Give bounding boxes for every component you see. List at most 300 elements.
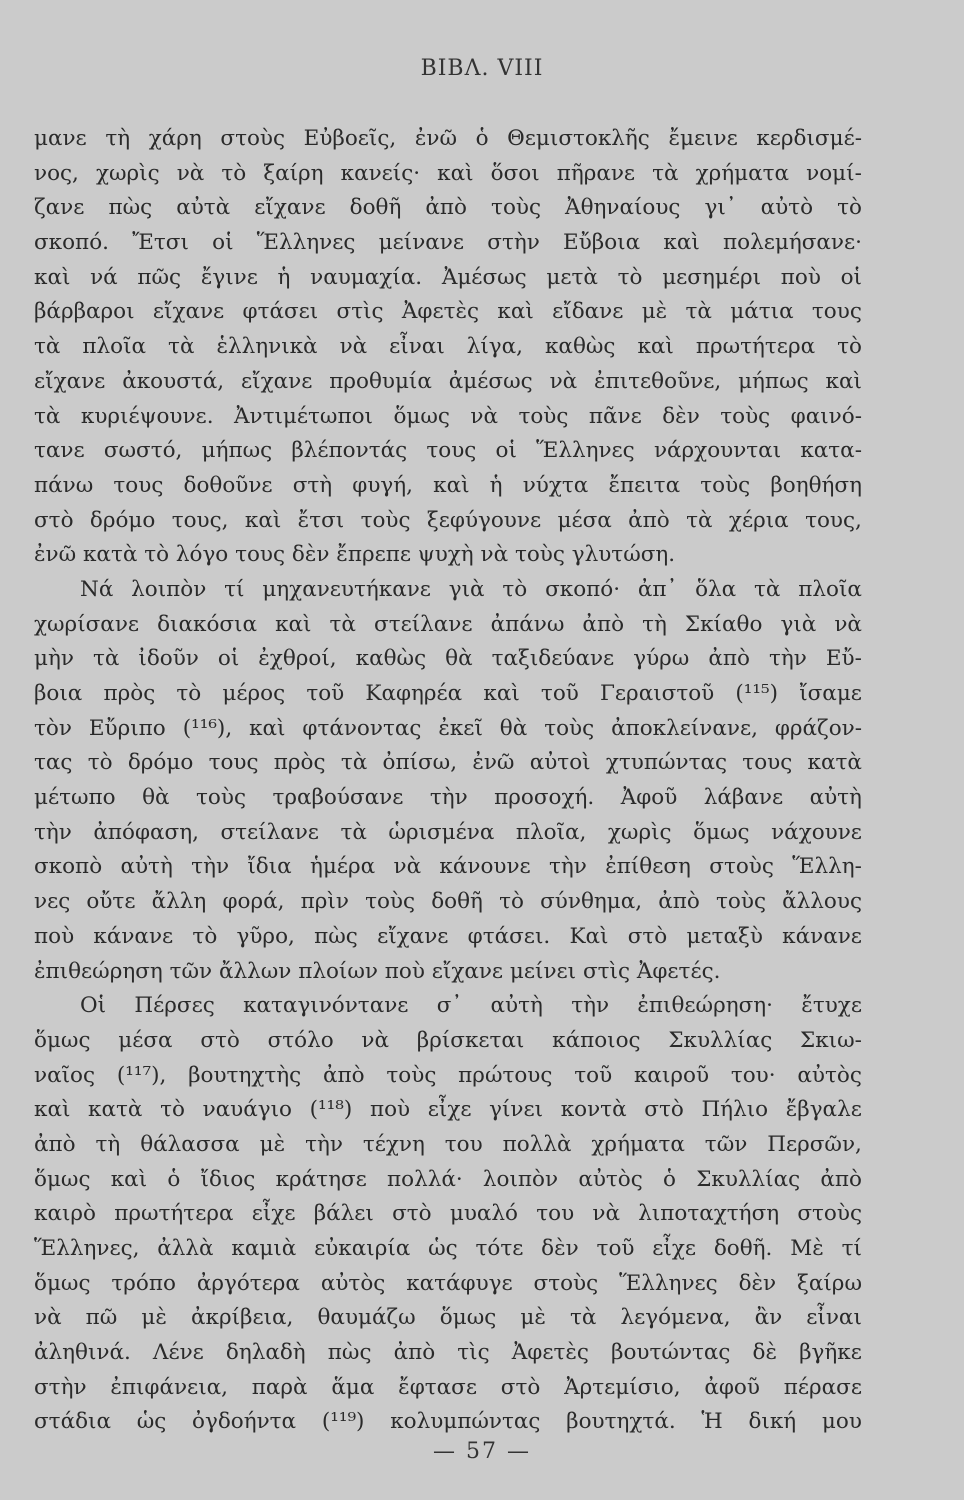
word: βάλει — [313, 1201, 374, 1227]
word: κάποιος — [552, 1027, 641, 1053]
word: δοθῆ. — [713, 1236, 773, 1261]
text-line — [34, 573, 862, 608]
word: καὶ — [497, 299, 534, 325]
word: ἀπάνω — [490, 611, 565, 637]
word: χάρη — [148, 126, 202, 151]
word: τοὺς — [360, 507, 411, 533]
word: Οἱ — [80, 993, 107, 1019]
word: τοῦ — [306, 681, 345, 706]
word: κοντὰ — [560, 1097, 627, 1123]
word: ἔγινε — [200, 264, 258, 290]
word: γίνει — [489, 1097, 544, 1123]
word: λάβανε — [703, 785, 784, 811]
word: νομί- — [806, 160, 862, 186]
word: στάδια — [34, 1409, 111, 1435]
word: προθυμία — [329, 368, 432, 394]
word: τὰ — [569, 1305, 597, 1331]
word: λοιπὸν — [131, 576, 207, 602]
word: ἔπειτα — [608, 472, 681, 498]
word: ἴδιος — [200, 1166, 256, 1192]
word: Σκυλλίας — [696, 1166, 801, 1192]
word: μέσα — [557, 507, 612, 533]
word: μέρος — [222, 681, 286, 706]
word: ἄλλη — [151, 889, 207, 915]
word: ναυμαχία. — [310, 264, 423, 290]
word: κατὰ — [88, 1097, 143, 1123]
word: σ᾽ — [436, 993, 463, 1019]
word: Καφηρέα — [365, 681, 463, 706]
word: τῶν — [704, 1131, 748, 1157]
word: ὀγδοήντα — [192, 1409, 297, 1435]
text-line — [34, 712, 862, 747]
word: καὶ — [244, 507, 282, 533]
word: ἄλλων — [218, 958, 299, 984]
word: πὼς — [327, 1340, 372, 1366]
text-line — [34, 677, 862, 712]
word: ἐνῶ — [414, 126, 457, 151]
word: (¹¹⁶), — [182, 715, 233, 741]
word: σκοπὸ — [34, 854, 103, 880]
word: τους, — [805, 507, 862, 533]
word: πῆρανε — [556, 160, 636, 186]
word: Ἕλληνες — [256, 230, 356, 256]
word: κατὰ — [82, 542, 145, 568]
word: τὰ — [340, 819, 367, 845]
word: τοὺς — [196, 785, 246, 811]
word: βοηθήση — [770, 472, 862, 498]
word: μείνανε — [378, 230, 465, 256]
word: (¹¹⁷), — [116, 1062, 167, 1088]
word: ὅμως — [693, 819, 750, 845]
word: στοὺς — [709, 854, 774, 880]
word: μυαλό — [449, 1201, 518, 1227]
word: χωρὶς — [607, 819, 672, 845]
word: σκοπό. — [34, 230, 109, 256]
word: ἄλλους — [782, 889, 862, 915]
word: πῶ — [85, 1305, 118, 1331]
word: τὸν — [34, 715, 72, 741]
word: (¹¹⁹) — [321, 1409, 365, 1435]
word: τὸ — [176, 681, 202, 706]
word: σκοπό· — [545, 576, 621, 602]
word: στὶς — [336, 299, 384, 325]
word: τανε — [34, 438, 85, 464]
word: ποὺ — [384, 958, 432, 984]
text-line — [34, 989, 862, 1024]
word: εἶχε — [652, 1236, 697, 1261]
word: τοῦ — [574, 1062, 613, 1088]
word: καὶ — [483, 681, 520, 706]
word: ἀπὸ — [323, 1062, 365, 1088]
word: νες — [34, 889, 71, 915]
word: ἀφοῦ — [704, 1374, 760, 1400]
word: ἐπίθεση — [605, 854, 691, 880]
word: ἡ — [489, 472, 503, 498]
word: του — [444, 1131, 483, 1157]
word: λιποταχτήση — [638, 1201, 780, 1227]
word: μανε — [34, 126, 87, 151]
word: μέσα — [118, 1027, 173, 1053]
text-line — [34, 920, 862, 955]
word: εἴχανε — [152, 299, 225, 325]
text-line — [34, 504, 862, 539]
word: ξαίρη — [263, 160, 324, 186]
word: φυγή, — [352, 472, 413, 498]
word: τους — [742, 750, 793, 776]
word: τους — [113, 472, 164, 498]
word: τὸ — [160, 1097, 185, 1123]
text-line — [34, 1232, 862, 1267]
word: ἀληθινά. — [34, 1340, 131, 1366]
word: Περσῶν, — [767, 1131, 862, 1157]
word: λίγα, — [466, 334, 523, 360]
word: Θεμιστοκλῆς — [507, 126, 650, 151]
word: ὡς — [428, 1236, 458, 1261]
word: ταξιδεύανε — [491, 646, 615, 672]
word: τὰ — [92, 646, 120, 672]
word: ξαίρω — [797, 1270, 862, 1296]
word: νὰ — [339, 334, 368, 360]
word: τὸ — [87, 750, 113, 776]
text-line — [34, 1128, 862, 1163]
word: ἀπὸ — [393, 1340, 436, 1366]
word: ἐχθροί, — [258, 646, 337, 672]
word: τὸ — [192, 923, 218, 949]
word: ὁ — [475, 126, 489, 151]
word: τὴν — [549, 854, 587, 880]
text-line — [34, 330, 862, 365]
word: τὸ — [499, 889, 524, 915]
text-line — [34, 1336, 862, 1371]
word: δὲν — [662, 403, 700, 429]
word: ὡρισμένα — [388, 819, 495, 845]
word: καὶ — [825, 368, 862, 394]
word: κερδισμέ- — [756, 126, 862, 151]
word: βουτώντας — [611, 1340, 731, 1366]
word: Λένε — [152, 1340, 204, 1366]
body-text — [34, 122, 862, 1440]
word: αὐτοὶ — [529, 750, 591, 776]
text-line — [34, 226, 862, 261]
text-line — [34, 642, 862, 677]
word: δρόμο — [127, 750, 194, 776]
word: καὶ — [249, 715, 286, 741]
word: Γεραιστοῦ — [600, 681, 715, 706]
word: ἔτσι — [297, 507, 345, 533]
word: στὸ — [200, 1027, 240, 1053]
word: στὴν — [487, 230, 540, 256]
word: αὐτὸς — [578, 1166, 643, 1192]
word: Ἔτσι — [132, 230, 189, 256]
word: καθὼς — [355, 646, 427, 672]
word: καὶ — [34, 264, 71, 290]
word: νὰ — [480, 542, 515, 568]
word: δηλαδὴ — [225, 1340, 306, 1366]
word: ἐπιθεώρηση· — [637, 993, 773, 1019]
word: τοὺς — [491, 195, 541, 221]
word: ὡς — [136, 1409, 167, 1435]
word: στὸ — [34, 507, 74, 533]
text-line — [34, 608, 862, 643]
word: Ἕλλη- — [792, 854, 862, 880]
word: ἀπόφαση, — [93, 819, 199, 845]
word: ξεφύγουνε — [426, 507, 542, 533]
word: δὲν — [541, 1236, 579, 1261]
word: ἐνῶ — [34, 542, 83, 568]
word: καμιὰ — [231, 1236, 297, 1261]
word: τραβούσανε — [272, 785, 404, 811]
word: ἔφτασε — [398, 1374, 477, 1400]
word: ἀπὸ — [658, 889, 700, 915]
word: τὴ — [642, 611, 667, 637]
word: μάτια — [730, 299, 794, 325]
word: τοὺς — [716, 889, 766, 915]
word: Ἀφετὲς — [511, 1340, 589, 1366]
word: τὸ — [617, 264, 643, 290]
word: ἀπὸ — [34, 1131, 76, 1157]
word: τοῦ — [540, 681, 579, 706]
word: τὸ — [221, 160, 247, 186]
word: Ἀφοῦ — [620, 785, 678, 811]
word: Ἀθηναίους — [565, 195, 681, 221]
word: τρόπο — [111, 1270, 176, 1296]
word: πολλὰ — [502, 1131, 572, 1157]
word: ὀπίσω, — [382, 750, 458, 776]
word: δὲ — [752, 1340, 778, 1366]
text-line — [34, 955, 862, 990]
word: του· — [730, 1062, 776, 1088]
word: τας — [34, 750, 73, 776]
word: Καὶ — [569, 923, 609, 949]
text-line — [34, 1093, 862, 1128]
text-line — [34, 1059, 862, 1094]
word: ἀπὸ — [628, 507, 670, 533]
word: Ἀρτεμίσιο, — [564, 1374, 681, 1400]
word: Ἀμέσως — [441, 264, 527, 290]
word: Πήλιο — [701, 1097, 769, 1123]
word: λεγόμενα, — [620, 1305, 731, 1331]
word: στὴ — [292, 472, 333, 498]
word: ἀκρίβεια, — [191, 1305, 294, 1331]
word: κατὰ — [807, 750, 862, 776]
word: καὶ — [663, 230, 700, 256]
word: ὅσοι — [490, 160, 540, 186]
word: Εὐβοεῖς, — [303, 126, 397, 151]
word: πὼς — [314, 923, 358, 949]
word: καὶ — [110, 1166, 148, 1192]
word: καιρὸ — [34, 1201, 96, 1227]
word: πλοῖα — [798, 576, 862, 602]
word: Ἀντιμέτωποι — [234, 403, 373, 429]
word: τοὺς — [386, 1062, 437, 1088]
word: τοὺς — [700, 472, 751, 498]
word: τοὺς — [514, 542, 572, 568]
word: στὸ — [500, 1374, 541, 1400]
word: σύνθημα, — [540, 889, 643, 915]
word: στὸ — [627, 923, 668, 949]
word: θάλασσα — [140, 1131, 240, 1157]
word: εἴχανε — [254, 195, 326, 221]
word: ὅμως — [34, 1027, 91, 1053]
word: Ἀφετές. — [636, 958, 721, 984]
word: ἰδοῦν — [138, 646, 199, 672]
word: Σκυλλίας — [668, 1027, 773, 1053]
word: κάνουνε — [439, 854, 531, 880]
word: Εὔβοια — [563, 230, 641, 256]
word: φτάνοντας — [302, 715, 422, 741]
word: τους — [811, 299, 862, 325]
word: αὐτὸ — [760, 195, 814, 221]
word: τὴ — [95, 1131, 121, 1157]
word: τί — [224, 576, 245, 602]
word: βάρβαροι — [34, 299, 135, 325]
word: ἀπὸ — [582, 611, 625, 637]
word: μὲ — [641, 299, 668, 325]
word: ἔπρεπε — [336, 542, 418, 568]
word: ἡ — [277, 264, 291, 290]
word: (¹¹⁵) — [735, 681, 779, 706]
word: γῦρο, — [236, 923, 295, 949]
word: ποὺ — [369, 1097, 411, 1123]
word: γιὰ — [780, 611, 817, 637]
word: ἂν — [754, 1305, 783, 1331]
word: κατάφυγε — [406, 1270, 513, 1296]
word: καὶ — [433, 472, 470, 498]
word: Ἕλληνες — [619, 1270, 718, 1296]
word: αὐτὸς — [320, 1270, 386, 1296]
word: στὴν — [34, 1374, 87, 1400]
word: κράτησε — [275, 1166, 367, 1192]
word: εἶναι — [389, 334, 445, 360]
word: νὰ — [834, 611, 862, 637]
word: δική — [748, 1409, 797, 1435]
word: καιροῦ — [633, 1062, 710, 1088]
word: φτάσει — [242, 299, 319, 325]
text-line — [34, 1163, 862, 1198]
word: νά — [90, 264, 118, 290]
word: παρὰ — [251, 1374, 308, 1400]
word: ἅμα — [331, 1374, 375, 1400]
word: τέχνη — [362, 1131, 425, 1157]
word: πρὸς — [273, 750, 326, 776]
word: τὰ — [340, 750, 368, 776]
word: ἀπ᾽ — [637, 576, 678, 602]
word: τοὺς — [518, 403, 569, 429]
word: μήπως — [201, 438, 273, 464]
page-number: — 57 — — [433, 1439, 531, 1464]
word: τὸ — [837, 195, 862, 221]
word: γλυτώση. — [571, 542, 676, 568]
word: νὰ — [549, 368, 578, 394]
word: ἐπιτεθοῦνε, — [594, 368, 722, 394]
word: τὸ — [502, 576, 528, 602]
word: πλοίων — [298, 958, 385, 984]
word: πὼς — [108, 195, 153, 221]
word: ἑλληνικὰ — [216, 334, 318, 360]
word: μὲ — [141, 1305, 167, 1331]
word: τὰ — [754, 576, 781, 602]
word: τοὺς — [365, 889, 416, 915]
text-line — [34, 850, 862, 885]
word: μήπως — [738, 368, 809, 394]
word: ναῖος — [34, 1062, 96, 1088]
text-line — [34, 1267, 862, 1302]
word: εἶχε — [251, 1201, 296, 1227]
word: Ἕλληνες, — [34, 1236, 140, 1261]
text-line — [34, 885, 862, 920]
word: πλοῖα — [82, 334, 147, 360]
word: τὴν — [34, 819, 72, 845]
word: πρωτήτερα — [695, 334, 816, 360]
word: καθὼς — [544, 334, 616, 360]
word: στείλανε — [220, 819, 319, 845]
text-line — [34, 434, 862, 469]
word: τοῦ — [596, 1236, 635, 1261]
word: στοὺς — [533, 1270, 599, 1296]
word: ἐπιφάνεια, — [110, 1374, 228, 1400]
word: νάρχουνται — [653, 438, 782, 464]
word: τὸ — [837, 334, 862, 360]
word: οἱ — [212, 230, 234, 256]
word: πρὶν — [300, 889, 349, 915]
word: τοὺς — [544, 715, 595, 741]
word: λόγο — [175, 542, 236, 568]
word: τὰ — [34, 334, 61, 360]
word: μείνει — [509, 958, 583, 984]
word: τὴν — [768, 646, 807, 672]
word: λοιπὸν — [482, 1166, 559, 1192]
word: ἀπὸ — [425, 195, 467, 221]
word: μὴν — [34, 646, 74, 672]
word: ἀμέσως — [448, 368, 533, 394]
text-line — [34, 1371, 862, 1406]
word: καὶ — [637, 334, 674, 360]
running-header: ΒΙΒΛ. VIII — [420, 56, 544, 81]
text-line — [34, 781, 862, 816]
word: κανείς· — [340, 160, 421, 186]
word: τὰ — [34, 403, 61, 429]
word: χέρια — [728, 507, 789, 533]
word: οἱ — [217, 646, 240, 672]
word: τὴ — [105, 126, 131, 151]
word: πέρασε — [783, 1374, 862, 1400]
word: εἶχε — [427, 1097, 472, 1123]
word: Εὔ- — [825, 646, 862, 672]
word: ἀργότερα — [196, 1270, 300, 1296]
word: ἐπιθεώρηση — [34, 958, 170, 984]
word: ἐνῶ — [472, 750, 515, 776]
word: πρὸς — [103, 681, 156, 706]
word: Μὲ — [790, 1236, 824, 1261]
word: καὶ — [437, 160, 474, 186]
word: νὰ — [470, 403, 498, 429]
word: νος, — [34, 160, 79, 186]
word: του — [536, 1201, 575, 1227]
word: πρώτους — [458, 1062, 553, 1088]
word: αὐτὴ — [490, 993, 543, 1019]
word: πᾶνε — [588, 403, 642, 429]
text-line — [34, 400, 862, 435]
word: θαυμάζω — [317, 1305, 416, 1331]
word: προσοχή. — [494, 785, 595, 811]
word: μέτωπο — [34, 785, 116, 811]
word: ἀλλὰ — [157, 1236, 214, 1261]
word: κάνανε — [93, 923, 174, 949]
word: ποὺ — [34, 923, 75, 949]
text-line — [34, 746, 862, 781]
word: βουτηχτά. — [566, 1409, 676, 1435]
word: ἴσαμε — [799, 681, 862, 706]
